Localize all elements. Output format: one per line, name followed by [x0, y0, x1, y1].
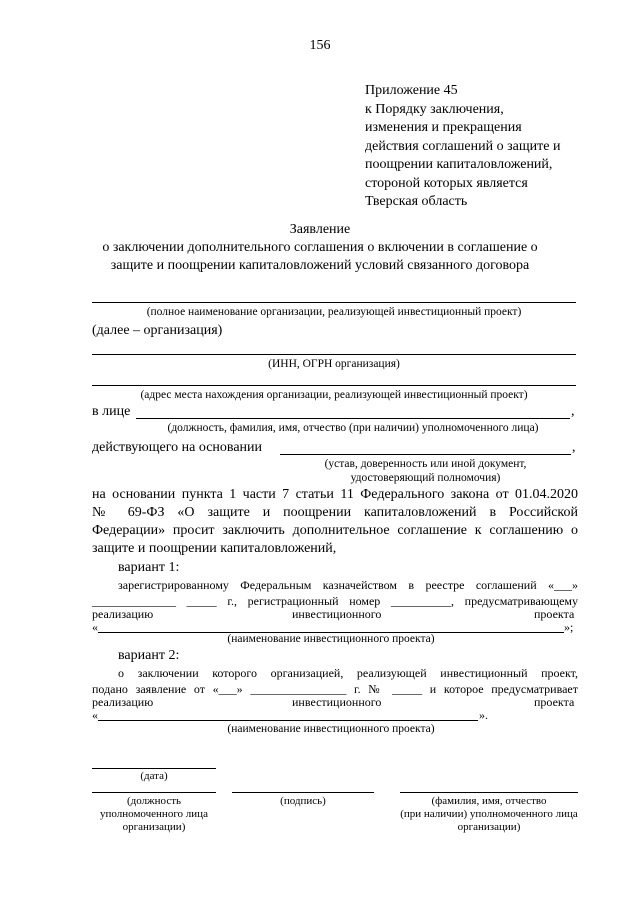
body-line: № 69-ФЗ «О защите и поощрении капиталовложений в Российской [92, 505, 578, 520]
acting-on-basis-label: действующего на основании [92, 440, 263, 455]
full-name-line[interactable] [400, 792, 578, 793]
variant-1-label: вариант 1: [118, 560, 180, 575]
address-caption: (адрес места нахождения организации, реализующей инвестиционный проект) [140, 389, 528, 401]
variant-2-label: вариант 2: [118, 648, 180, 663]
date-caption: (дата) [140, 770, 168, 782]
variant-2-caption: (наименование инвестиционного проекта) [227, 723, 435, 735]
full-name-caption-line: организации) [457, 821, 521, 833]
signature-caption: (подпись) [280, 795, 326, 807]
basis-caption: удостоверяющий полномочия) [350, 472, 501, 484]
variant-2-line: о заключении которого организацией, реализующей инвестиционный проект, [118, 666, 578, 680]
basis-line[interactable] [280, 454, 571, 455]
org-name-line[interactable] [92, 302, 576, 303]
page-number: 156 [309, 38, 331, 53]
variant-1-quote-open: « [92, 620, 98, 634]
body-line: Федерации» просит заключить дополнительное соглашение к соглашению о [92, 523, 578, 538]
body-line: защите и поощрении капиталовложений, [92, 541, 337, 556]
variant-2-project-line[interactable] [98, 720, 478, 721]
address-line[interactable] [92, 385, 576, 386]
position-caption-line: организации) [122, 821, 186, 833]
basis-caption: (устав, доверенность или иной документ, [324, 458, 527, 470]
annex-line: к Порядку заключения, [365, 101, 504, 117]
annex-line: изменения и прекращения [365, 120, 522, 135]
in-person-line[interactable] [136, 418, 570, 419]
variant-2-word: реализацию [92, 695, 154, 709]
annex-line: стороной которых является [365, 175, 528, 191]
statement-title: Заявление [289, 222, 351, 237]
variant-1-word: инвестиционного [292, 607, 382, 621]
variant-1-word: реализацию [92, 607, 154, 621]
signature-line[interactable] [232, 792, 374, 793]
acting-comma: , [572, 440, 576, 455]
variant-2-quote-open: « [92, 708, 98, 722]
variant-2-line: подано заявление от «___» ________________ г. № _____ и которое предусматривает [92, 682, 578, 696]
variant-1-caption: (наименование инвестиционного проекта) [227, 633, 435, 645]
statement-subtitle: о заключении дополнительного соглашения о включении в соглашение о [102, 240, 538, 255]
inn-ogrn-line[interactable] [92, 354, 576, 355]
full-name-caption-line: (при наличии) уполномоченного лица [400, 808, 578, 820]
hereinafter-label: (далее – организация) [92, 323, 223, 338]
date-line[interactable] [92, 768, 216, 769]
annex-line: действия соглашений о защите и [365, 138, 561, 154]
body-line: на основании пункта 1 части 7 статьи 11 Федерального закона от 01.04.2020 [92, 487, 578, 502]
position-caption-line: уполномоченного лица [100, 808, 208, 820]
statement-subtitle: защите и поощрении капиталовложений условий связанного договора [110, 258, 530, 273]
annex-line: Приложение 45 [365, 83, 458, 98]
statement-title-block [0, 221, 640, 275]
variant-2-quote-close: ». [479, 708, 488, 722]
org-name-caption: (полное наименование организации, реализующей инвестиционный проект) [146, 306, 522, 318]
in-person-comma: , [571, 404, 575, 419]
variant-1-line: зарегистрированному Федеральным казначейством в реестре соглашений «___» [118, 578, 578, 592]
annex-line: поощрении капиталовложений, [365, 157, 553, 172]
in-person-label: в лице [92, 404, 131, 419]
position-line[interactable] [92, 792, 216, 793]
variant-1-quote-close: »; [564, 620, 574, 634]
variant-1-line: ______________ _____ г., регистрационный номер __________, предусматривающему [92, 594, 578, 608]
variant-2-word: проекта [534, 695, 575, 709]
annex-header [365, 82, 560, 212]
variant-1-word: проекта [534, 607, 575, 621]
annex-line: Тверская область [365, 194, 468, 209]
variant-2-word: инвестиционного [292, 695, 382, 709]
position-caption: (должность, фамилия, имя, отчество (при наличии) уполномоченного лица) [167, 422, 539, 434]
position-caption-line: (должность [126, 795, 182, 807]
inn-ogrn-caption: (ИНН, ОГРН организация) [268, 358, 400, 370]
full-name-caption-line: (фамилия, имя, отчество [431, 795, 547, 807]
